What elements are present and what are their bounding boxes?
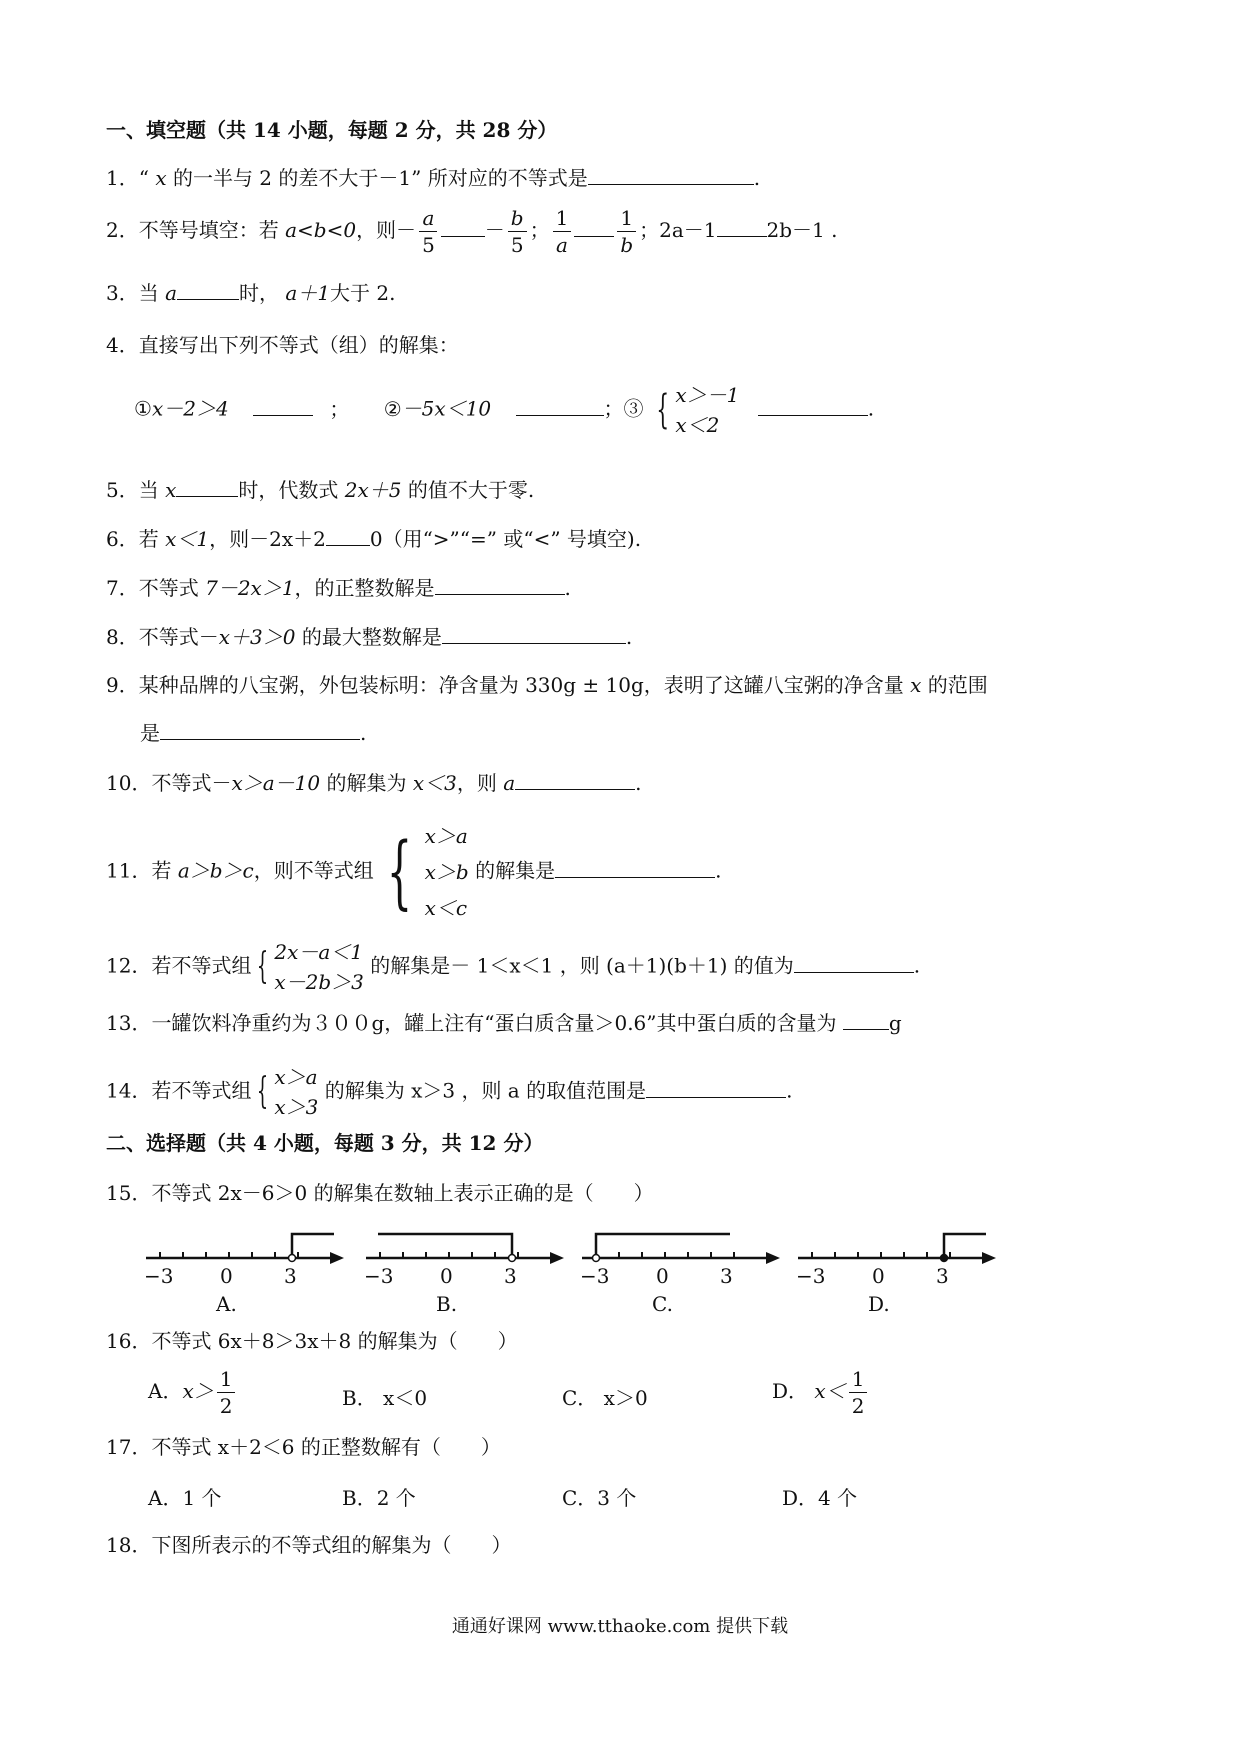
number-line-option-a[interactable]: −3 0 3 A. [144,1228,344,1318]
question-18: 18．下图所表示的不等式组的解集为（ ） [106,1533,512,1557]
answer-blank[interactable] [794,952,914,973]
page-footer: 通通好课网 www.tthaoke.com 提供下载 [451,1616,789,1637]
question-1: 1．“ x 的一半与 2 的差不大于－1” 所对应的不等式是 . [106,166,761,190]
choice-17-a[interactable]: A．1 个 [148,1486,222,1510]
fraction: $\frac{1}{2}$ [849,1366,868,1419]
answer-blank[interactable] [160,719,360,740]
question-11: 11．若 a＞b＞c，则不等式组 { x＞a x＞b x＜c 的解集是 . [106,818,721,926]
question-4-parts: ①x－2＞4 ； ②－5x＜10 ；③ { x＞－1 x＜2 . [134,380,874,440]
question-4: 4．直接写出下列不等式（组）的解集： [106,333,459,357]
answer-blank[interactable] [435,574,565,595]
fraction: $\frac{1}{a}$ [553,205,572,258]
answer-blank[interactable] [588,164,754,185]
number-line-graphic [796,1228,996,1278]
choice-17-d[interactable]: D．4 个 [782,1486,858,1510]
question-3: 3．当 a 时， a＋1大于 2. [106,281,396,305]
number-line-graphic [364,1228,564,1278]
fraction: $\frac{1}{2}$ [217,1366,236,1419]
answer-blank[interactable] [176,476,238,497]
question-5: 5．当 x 时，代数式 2x＋5 的值不大于零. [106,478,535,502]
question-17: 17．不等式 x＋2＜6 的正整数解有（ ） [106,1435,501,1459]
question-15: 15．不等式 2x－6＞0 的解集在数轴上表示正确的是（ ） [106,1181,654,1205]
answer-blank[interactable] [177,279,239,300]
question-6: 6．若 x＜1，则－2x＋2 0（用“>”“=” 或“<” 号填空). [106,527,642,551]
number-line-option-c[interactable]: −3 0 3 C. [580,1228,780,1318]
answer-blank[interactable] [326,525,370,546]
answer-blank[interactable] [441,216,485,237]
answer-blank[interactable] [253,395,313,416]
answer-blank[interactable] [843,1009,889,1030]
section-2-heading: 二、选择题（共 4 小题，每题 3 分，共 12 分） [106,1131,544,1155]
question-7: 7．不等式 7－2x＞1，的正整数解是 . [106,576,571,600]
question-9: 9．某种品牌的八宝粥，外包装标明：净含量为 330g ± 10g，表明了这罐八宝粥的净含量 x 的范围 [106,673,988,697]
choice-16-a[interactable]: A．x＞ $\frac{1}{2}$ [148,1366,238,1419]
question-13: 13．一罐饮料净重约为３００g，罐上注有“蛋白质含量＞0.6”其中蛋白质的含量为 g [106,1011,902,1035]
answer-blank[interactable] [717,216,767,237]
choice-16-d[interactable]: D． x＜ $\frac{1}{2}$ [772,1366,870,1419]
question-12: 12．若不等式组 { 2x－a＜1 x－2b＞3 的解集是－ 1＜x＜1 ，则 (a＋1)(b＋1) 的值为 . [106,937,920,997]
fraction: $\frac{1}{b}$ [617,205,636,258]
inequality-system: { 2x－a＜1 x－2b＞3 [257,940,364,994]
answer-blank[interactable] [646,1077,786,1098]
choice-17-c[interactable]: C．3 个 [562,1486,637,1510]
number-line-graphic [580,1228,780,1278]
choice-16-b[interactable]: B． x＜0 [342,1386,428,1410]
choice-17-b[interactable]: B．2 个 [342,1486,416,1510]
question-2: 2．不等号填空：若 a<b<0，则－ $\frac{a}{5}$ － $\frac{b}{5}$ ； $\frac{1}{a}$ $\frac{1}{b}$ ；2a－1 2b－1 . [106,206,838,257]
inequality-system: { x＞a x＞3 [257,1065,319,1119]
answer-blank[interactable] [515,769,635,790]
answer-blank[interactable] [516,395,604,416]
answer-blank[interactable] [758,395,868,416]
answer-blank[interactable] [555,857,715,878]
question-10: 10．不等式－x＞a－10 的解集为 x＜3，则 a . [106,771,642,795]
question-9-cont: 是 . [140,721,367,745]
number-line-option-d[interactable]: −3 0 3 D. [796,1228,996,1318]
section-1-heading: 一、填空题（共 14 小题，每题 2 分，共 28 分） [106,118,558,142]
fraction: $\frac{b}{5}$ [508,205,527,258]
number-line-graphic [144,1228,344,1278]
question-14: 14．若不等式组 { x＞a x＞3 的解集为 x＞3 ，则 a 的取值范围是 . [106,1062,792,1122]
answer-blank[interactable] [442,623,626,644]
answer-blank[interactable] [574,216,614,237]
inequality-system: { x＞a x＞b x＜c [386,824,469,920]
inequality-system: { x＞－1 x＜2 [656,383,740,437]
question-8: 8．不等式－x＋3＞0 的最大整数解是 . [106,625,633,649]
number-line-option-b[interactable]: −3 0 3 B. [364,1228,564,1318]
question-16: 16．不等式 6x＋8＞3x＋8 的解集为（ ） [106,1329,518,1353]
fraction: $\frac{a}{5}$ [419,205,438,258]
choice-16-c[interactable]: C． x＞0 [562,1386,648,1410]
